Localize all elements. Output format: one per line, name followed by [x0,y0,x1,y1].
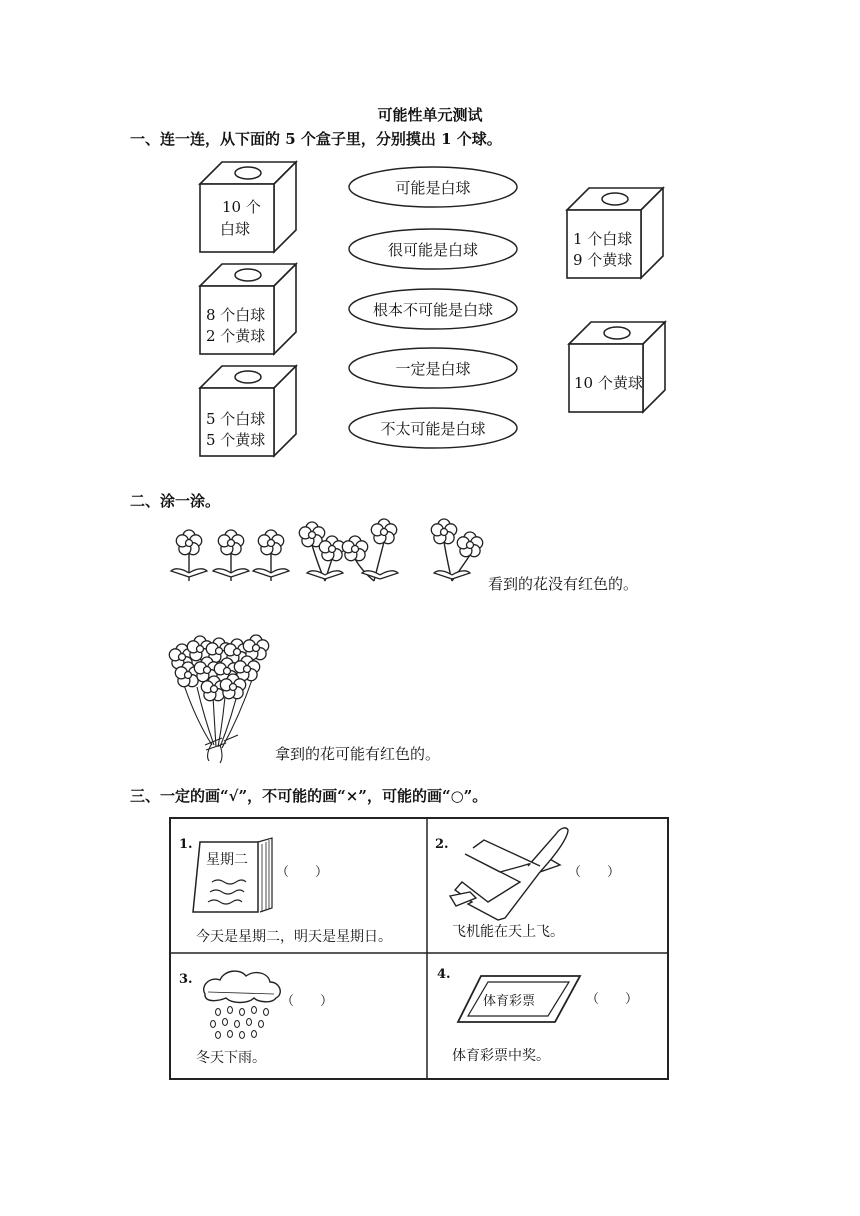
sentence-take-flowers: 拿到的花可能有红色的。 [275,745,441,763]
box-label-line1: 10 个 [222,198,261,216]
judgement-table [0,810,860,1090]
answer-blank-4[interactable]: （ ） [586,992,639,1007]
flower-pair-1[interactable] [299,522,344,581]
calendar-icon [193,838,272,912]
box-label-line2: 5 个黄球 [206,431,266,449]
box-1-white-9-yellow[interactable] [567,188,663,278]
item-number: 1. [179,837,193,852]
box-label-line2: 9 个黄球 [573,251,633,269]
box-8-white-2-yellow[interactable] [200,264,296,354]
oval-unlikely-white[interactable] [349,408,517,448]
oval-impossible-white[interactable] [349,289,517,329]
oval-very-likely-white[interactable] [349,229,517,269]
box-10-yellow[interactable] [569,322,665,412]
matching-diagram [0,0,860,480]
statement-4: 体育彩票中奖。 [452,1048,550,1064]
flower-pair-3[interactable] [431,519,482,581]
flower-pair-2[interactable] [342,519,398,581]
flower-2[interactable] [213,530,249,581]
statement-3: 冬天下雨。 [196,1050,266,1066]
sentence-see-flowers: 看到的花没有红色的。 [488,575,639,593]
flower-1[interactable] [171,530,207,581]
page-title: 可能性单元测试 [377,106,483,124]
flower-illustrations [0,505,860,775]
box-label-line2: 2 个黄球 [206,327,266,345]
flower-3[interactable] [253,530,289,581]
section-3-heading: 三、一定的画“√”，不可能的画“×”，可能的画“○”。 [130,787,488,805]
oval-label: 不太可能是白球 [380,420,486,438]
item-number: 3. [179,972,193,987]
section-2-heading: 二、涂一涂。 [130,492,221,510]
oval-certainly-white[interactable] [349,348,517,388]
box-label-line1: 1 个白球 [573,230,633,248]
box-label-line1: 10 个黄球 [574,374,643,392]
box-label-line1: 5 个白球 [206,410,266,428]
oval-label: 很可能是白球 [387,241,479,259]
section-1-heading: 一、连一连，从下面的 5 个盒子里，分别摸出 1 个球。 [130,130,502,148]
box-10-white[interactable] [200,162,296,252]
box-label-line2: 白球 [220,220,251,238]
box-5-white-5-yellow[interactable] [200,366,296,456]
answer-blank-1[interactable]: （ ） [276,865,329,880]
answer-blank-3[interactable]: （ ） [281,994,334,1009]
oval-label: 根本不可能是白球 [372,301,494,319]
statement-1: 今天是星期二，明天是星期日。 [196,929,392,945]
item-number: 2. [435,837,449,852]
calendar-label: 星期二 [206,852,248,868]
ticket-label: 体育彩票 [483,994,536,1009]
oval-maybe-white[interactable] [349,167,517,207]
oval-label: 可能是白球 [395,179,471,197]
item-number: 4. [437,967,451,982]
oval-label: 一定是白球 [395,360,471,378]
statement-2: 飞机能在天上飞。 [452,924,564,940]
answer-blank-2[interactable]: （ ） [568,865,621,880]
box-label-line1: 8 个白球 [206,306,266,324]
flower-bouquet[interactable] [169,635,268,763]
